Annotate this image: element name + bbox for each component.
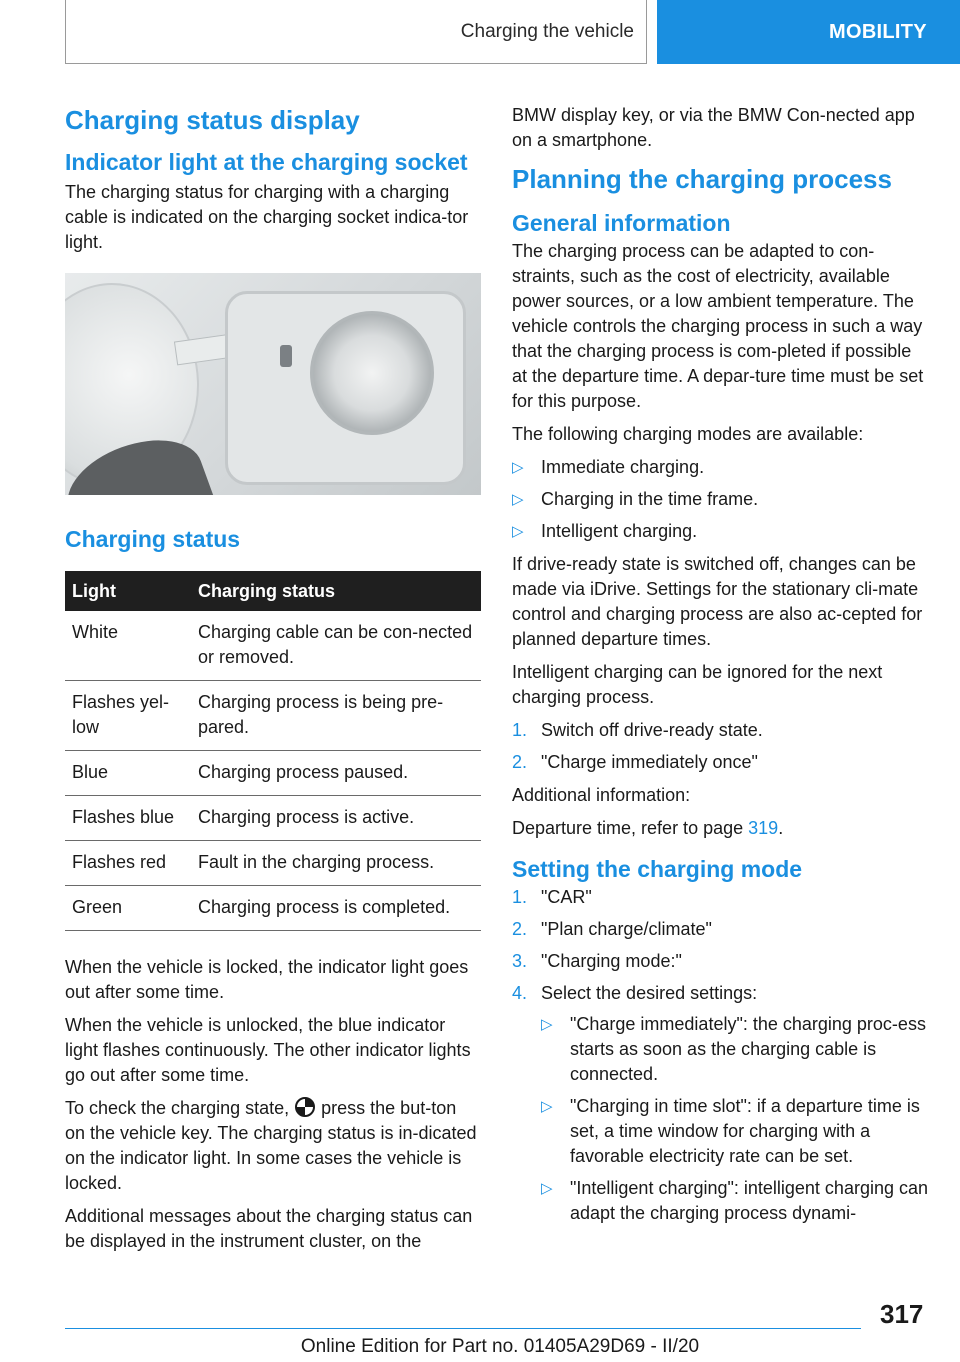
list-item [512, 455, 928, 480]
cell-light: Flashes red [65, 841, 191, 886]
list-item-text: "Intelligent charging": intelligent charging can adapt the charging process dynami- [570, 1178, 929, 1223]
table-row [65, 751, 481, 796]
setting-steps-list [512, 885, 928, 1226]
check-state-text-b: press the but-ton on the vehicle key. The charging status is in-dicated on the indicator light. In some cases the vehicle is locked. [65, 1098, 477, 1193]
table-header-row [65, 571, 481, 611]
chapter-tab[interactable] [657, 0, 960, 64]
list-item [512, 750, 928, 775]
page-link-319[interactable]: 319 [748, 818, 779, 838]
section-title: Charging the vehicle [460, 20, 634, 42]
section-header [65, 0, 647, 64]
cell-status: Fault in the charging process. [191, 841, 481, 886]
heading-planning: Planning the charging process [512, 164, 892, 194]
cell-light: Green [65, 886, 191, 931]
step-number: 1. [512, 720, 528, 740]
triangle-bullet-icon: ▷ [512, 523, 524, 540]
cell-light: Flashes yel-low [65, 681, 191, 751]
step-number: 1. [512, 887, 528, 907]
paragraph-ignore: Intelligent charging can be ignored for the next charging process. [512, 662, 883, 707]
step-text: "Charge immediately once" [541, 752, 758, 772]
step-number: 2. [512, 752, 528, 772]
list-item-text: "Charging in time slot": if a departure time is set, a time window for charging with a favorable electricity rate can be set. [570, 1096, 920, 1166]
chapter-tab-label: MOBILITY [829, 20, 927, 43]
list-item-text: Charging in the time frame. [541, 489, 759, 509]
charging-socket-image [65, 273, 481, 495]
cell-light: Flashes blue [65, 796, 191, 841]
list-item [512, 885, 928, 910]
paragraph-modes-intro: The following charging modes are available: [512, 424, 864, 444]
intro-paragraph: The charging status for charging with a charging cable is indicated on the charging socket indica-tor light. [65, 182, 469, 252]
ignore-steps-list [512, 718, 928, 775]
step-text: "Charging mode:" [541, 951, 682, 971]
paragraph-additional-info: Additional information: [512, 785, 691, 805]
list-item-text: Immediate charging. [541, 457, 705, 477]
step-number: 2. [512, 919, 528, 939]
heading-charging-status: Charging status [65, 526, 241, 552]
table-row [65, 681, 481, 751]
paragraph-idrive: If drive-ready state is switched off, changes can be made via iDrive. Settings for the stationary cli-mate control and charging process are also ac-cepted for planned departure times. [512, 554, 923, 649]
departure-ref-end: . [778, 818, 784, 838]
paragraph-additional-messages: Additional messages about the charging status can be displayed in the instrument cluster, on the [65, 1206, 473, 1251]
bmw-key-button-icon [295, 1097, 315, 1117]
paragraph-general: The charging process can be adapted to con-straints, such as the cost of electricity, available power sources, or a low ambient temperature. The vehicle controls the charging process in such a way that the charging process is com-pleted if possible at the departure time. A depar-ture time must be set for this purpose. [512, 241, 924, 411]
heading-general-information: General information [512, 210, 731, 236]
col-header-status: Charging status [191, 571, 481, 611]
triangle-bullet-icon: ▷ [512, 459, 524, 476]
step-text: Switch off drive-ready state. [541, 720, 763, 740]
step-text: Select the desired settings: [541, 983, 758, 1003]
list-item [512, 519, 928, 544]
list-item [512, 487, 928, 512]
charging-status-table [65, 571, 481, 931]
footer-divider [65, 1328, 861, 1329]
paragraph-departure-ref [512, 816, 928, 841]
step-text: "Plan charge/climate" [541, 919, 712, 939]
list-item-text: "Charge immediately": the charging proc-ess starts as soon as the charging cable is connected. [570, 1014, 926, 1084]
list-item [541, 1176, 928, 1226]
list-item [541, 1094, 928, 1169]
departure-ref-text: Departure time, refer to page [512, 818, 744, 838]
col-header-light: Light [65, 571, 191, 611]
paragraph-check-state [65, 1096, 481, 1196]
list-item [512, 949, 928, 974]
check-state-text-a: To check the charging state, [65, 1098, 290, 1118]
charging-socket [310, 311, 434, 435]
cell-status: Charging process paused. [191, 751, 481, 796]
list-item [512, 718, 928, 743]
list-item [541, 1012, 928, 1087]
list-item-text: Intelligent charging. [541, 521, 698, 541]
cell-light: White [65, 611, 191, 681]
table-row [65, 796, 481, 841]
left-column [65, 100, 481, 1262]
triangle-bullet-icon: ▷ [541, 1016, 553, 1033]
continued-paragraph: BMW display key, or via the BMW Con-nected app on a smartphone. [512, 105, 915, 150]
list-item [512, 917, 928, 942]
cell-status: Charging process is active. [191, 796, 481, 841]
cell-light: Blue [65, 751, 191, 796]
table-row [65, 841, 481, 886]
heading-setting-mode: Setting the charging mode [512, 856, 803, 882]
step-text: "CAR" [541, 887, 592, 907]
cell-status: Charging process is being pre-pared. [191, 681, 481, 751]
cell-status: Charging cable can be con-nected or removed. [191, 611, 481, 681]
footer-edition: Online Edition for Part no. 01405A29D69 - II/20 [300, 1336, 700, 1357]
table-row [65, 886, 481, 931]
settings-sublist [541, 1012, 928, 1226]
triangle-bullet-icon: ▷ [512, 491, 524, 508]
cell-status: Charging process is completed. [191, 886, 481, 931]
triangle-bullet-icon: ▷ [541, 1098, 553, 1115]
triangle-bullet-icon: ▷ [541, 1180, 553, 1197]
page-number: 317 [880, 1299, 924, 1329]
heading-indicator-light: Indicator light at the charging socket [65, 149, 468, 175]
right-column [512, 103, 928, 1234]
table-row [65, 611, 481, 681]
list-item [512, 981, 928, 1226]
paragraph-locked: When the vehicle is locked, the indicator light goes out after some time. [65, 957, 469, 1002]
charging-modes-list [512, 455, 928, 544]
step-number: 3. [512, 951, 528, 971]
step-number: 4. [512, 983, 528, 1003]
paragraph-unlocked: When the vehicle is unlocked, the blue indicator light flashes continuously. The other indicator lights go out after some time. [65, 1015, 471, 1085]
heading-charging-status-display: Charging status display [65, 105, 360, 135]
indicator-light [280, 345, 292, 367]
